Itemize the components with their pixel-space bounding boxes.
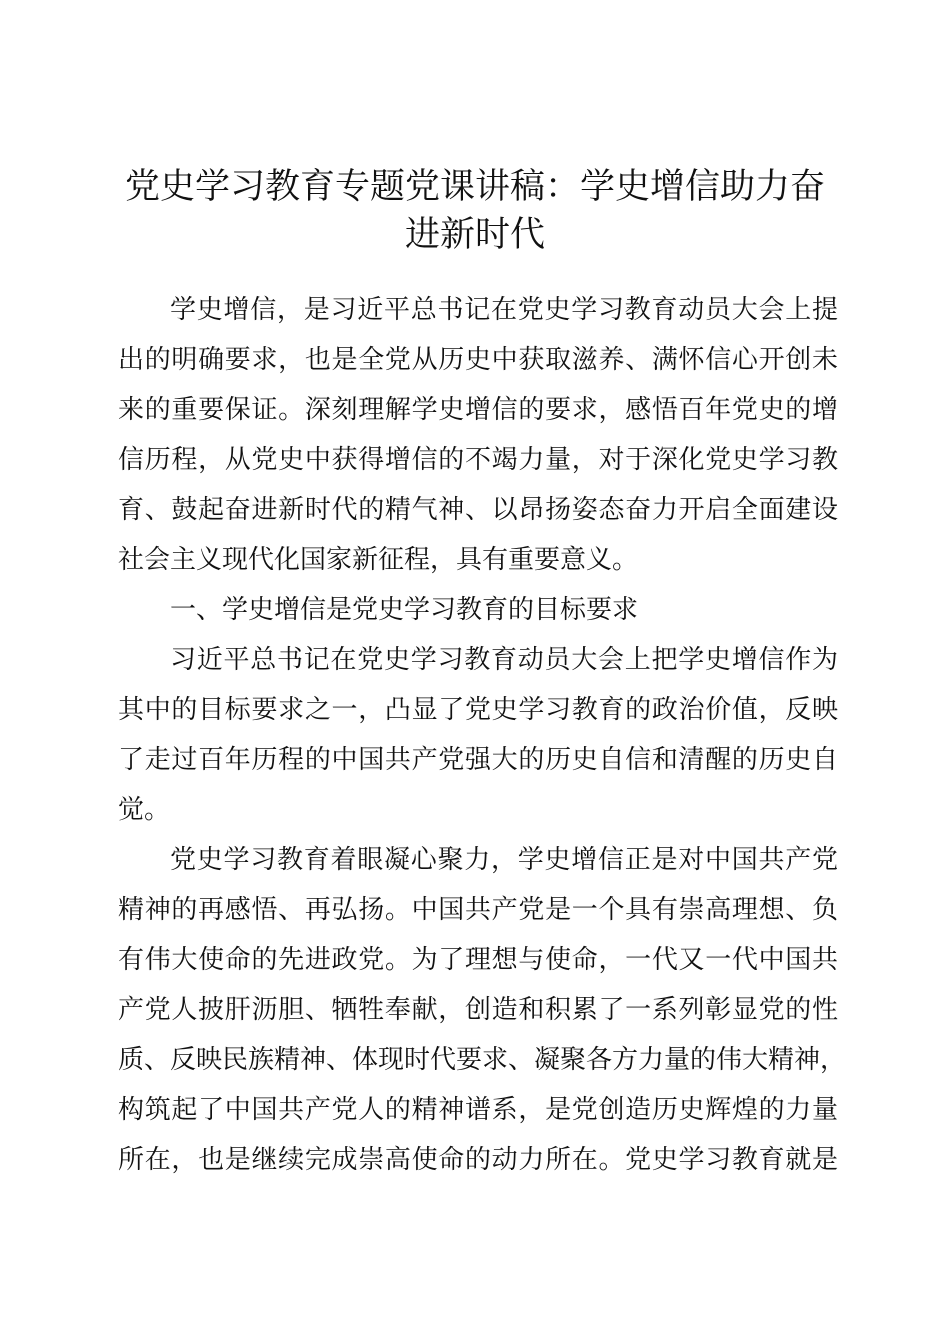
paragraph-2-line-1: 习近平总书记在党史学习教育动员大会上把学史增信作为 (170, 645, 838, 675)
paragraph-2-line-3: 了走过百年历程的中国共产党强大的历史自信和清醒的历史自 (118, 745, 838, 775)
document-title-line-1: 党史学习教育专题党课讲稿：学史增信助力奋 (124, 167, 825, 207)
paragraph-3-line-5: 质、反映民族精神、体现时代要求、凝聚各方力量的伟大精神， (118, 1045, 847, 1075)
paragraph-1-line-5: 育、鼓起奋进新时代的精气神、以昂扬姿态奋力开启全面建设 (118, 495, 838, 525)
paragraph-3-line-4: 产党人披肝沥胆、牺牲奉献，创造和积累了一系列彰显党的性 (118, 995, 838, 1025)
paragraph-3-line-6: 构筑起了中国共产党人的精神谱系，是党创造历史辉煌的力量 (118, 1095, 838, 1125)
paragraph-2-line-2: 其中的目标要求之一，凸显了党史学习教育的政治价值，反映 (118, 695, 838, 725)
paragraph-3-line-2: 精神的再感悟、再弘扬。中国共产党是一个具有崇高理想、负 (118, 895, 838, 925)
document-title-line-2: 进新时代 (404, 215, 545, 255)
section-heading-1: 一、学史增信是党史学习教育的目标要求 (170, 595, 639, 625)
paragraph-1-line-6: 社会主义现代化国家新征程，具有重要意义。 (118, 545, 639, 575)
paragraph-1-line-4: 信历程，从党史中获得增信的不竭力量，对于深化党史学习教 (118, 445, 838, 475)
paragraph-3-line-1: 党史学习教育着眼凝心聚力，学史增信正是对中国共产党 (170, 845, 838, 875)
paragraph-1-line-1: 学史增信，是习近平总书记在党史学习教育动员大会上提 (170, 295, 838, 325)
paragraph-2-line-4: 觉。 (118, 795, 171, 825)
paragraph-3-line-3: 有伟大使命的先进政党。为了理想与使命，一代又一代中国共 (118, 945, 838, 975)
paragraph-3-line-7: 所在，也是继续完成崇高使命的动力所在。党史学习教育就是 (118, 1145, 838, 1175)
paragraph-1-line-3: 来的重要保证。深刻理解学史增信的要求，感悟百年党史的增 (118, 395, 838, 425)
paragraph-1-line-2: 出的明确要求，也是全党从历史中获取滋养、满怀信心开创未 (118, 345, 838, 375)
